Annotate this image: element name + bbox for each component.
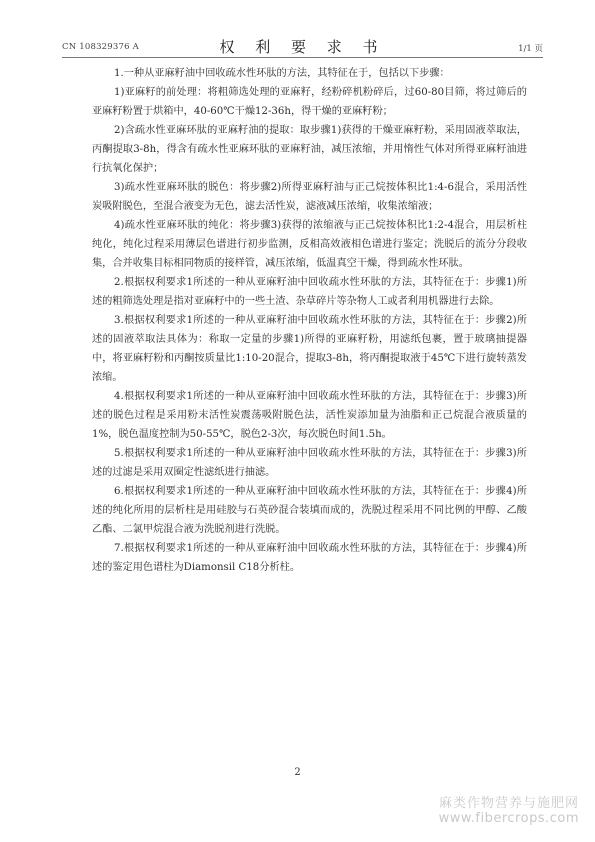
claim-2: 2.根据权利要求1所述的一种从亚麻籽油中回收疏水性环肽的方法，其特征在于：步骤1)所述的粗筛选处理是指对亚麻籽中的一些土渣、杂草碎片等杂物人工或者利用机器进行去除。 xyxy=(92,277,527,307)
watermark xyxy=(439,792,579,826)
claim-5: 5.根据权利要求1所述的一种从亚麻籽油中回收疏水性环肽的方法，其特征在于：步骤3)所述的过滤是采用双圈定性滤纸进行抽滤。 xyxy=(92,448,527,478)
claim-1-step-2: 2)含疏水性亚麻环肽的亚麻籽油的提取：取步骤1)获得的干燥亚麻籽粉，采用固液萃取法，丙酮提取3-8h，得含有疏水性亚麻环肽的亚麻籽油，减压浓缩，并用惰性气体对所得亚麻籽油进行抗氧化保护； xyxy=(92,125,527,174)
claim-1: 1.一种从亚麻籽油中回收疏水性环肽的方法，其特征在于，包括以下步骤： xyxy=(114,68,450,79)
page-number: 2 xyxy=(294,767,301,778)
document-title: 权 利 要 求 书 xyxy=(219,38,386,56)
watermark-site-name: 麻类作物营养与施肥网 xyxy=(438,796,579,811)
page-header xyxy=(62,36,543,56)
page-indicator: 1/1 页 xyxy=(518,44,543,54)
claim-7: 7.根据权利要求1所述的一种从亚麻籽油中回收疏水性环肽的方法，其特征在于：步骤4)所述的鉴定用色谱柱为Diamonsil C18分析柱。 xyxy=(92,543,527,573)
claim-1-step-1: 1)亚麻籽的前处理：将粗筛选处理的亚麻籽，经粉碎机粉碎后，过60-80目筛，将过筛后的亚麻籽粉置于烘箱中，40-60℃干燥12-36h，得干燥的亚麻籽粉； xyxy=(92,87,527,117)
watermark-url: www.fibercrops.com xyxy=(438,811,579,826)
doc-number: CN 108329376 A xyxy=(62,42,139,52)
claim-3: 3.根据权利要求1所述的一种从亚麻籽油中回收疏水性环肽的方法，其特征在于：步骤2)所述的固液萃取法具体为：称取一定量的步骤1)所得的亚麻籽粉，用滤纸包裹，置于玻璃抽提器中，将亚麻籽粉和丙酮按质量比1:10-20混合，提取3-8h，将丙酮提取液于45℃下进行旋转蒸发浓缩。 xyxy=(92,315,527,383)
claim-4: 4.根据权利要求1所述的一种从亚麻籽油中回收疏水性环肽的方法，其特征在于：步骤3)所述的脱色过程是采用粉末活性炭震荡吸附脱色法，活性炭添加量为油脂和正己烷混合液质量的1%，脱色温度控制为50-55℃，脱色2-3次，每次脱色时间1.5h。 xyxy=(92,391,527,440)
claims-body xyxy=(92,64,527,577)
claim-1-step-4: 4)疏水性亚麻环肽的纯化：将步骤3)获得的浓缩液与正己烷按体积比1:2-4混合，用层析柱纯化，纯化过程采用薄层色谱进行初步监测，反相高效液相色谱进行鉴定；洗脱后的流分分段收集，合并收集目标相同物质的接样管，减压浓缩，低温真空干燥，得到疏水性环肽。 xyxy=(92,220,527,269)
claim-1-step-3: 3)疏水性亚麻环肽的脱色：将步骤2)所得亚麻籽油与正己烷按体积比1:4-6混合，采用活性炭吸附脱色，至混合液变为无色，滤去活性炭，滤液减压浓缩，收集浓缩液； xyxy=(92,182,527,212)
header-divider xyxy=(62,57,543,58)
claim-6: 6.根据权利要求1所述的一种从亚麻籽油中回收疏水性环肽的方法，其特征在于：步骤4)所述的纯化所用的层析柱是用硅胶与石英砂混合装填而成的，洗脱过程采用不同比例的甲醇、乙酸乙酯、二氯甲烷混合液为洗脱剂进行洗脱。 xyxy=(92,486,527,535)
